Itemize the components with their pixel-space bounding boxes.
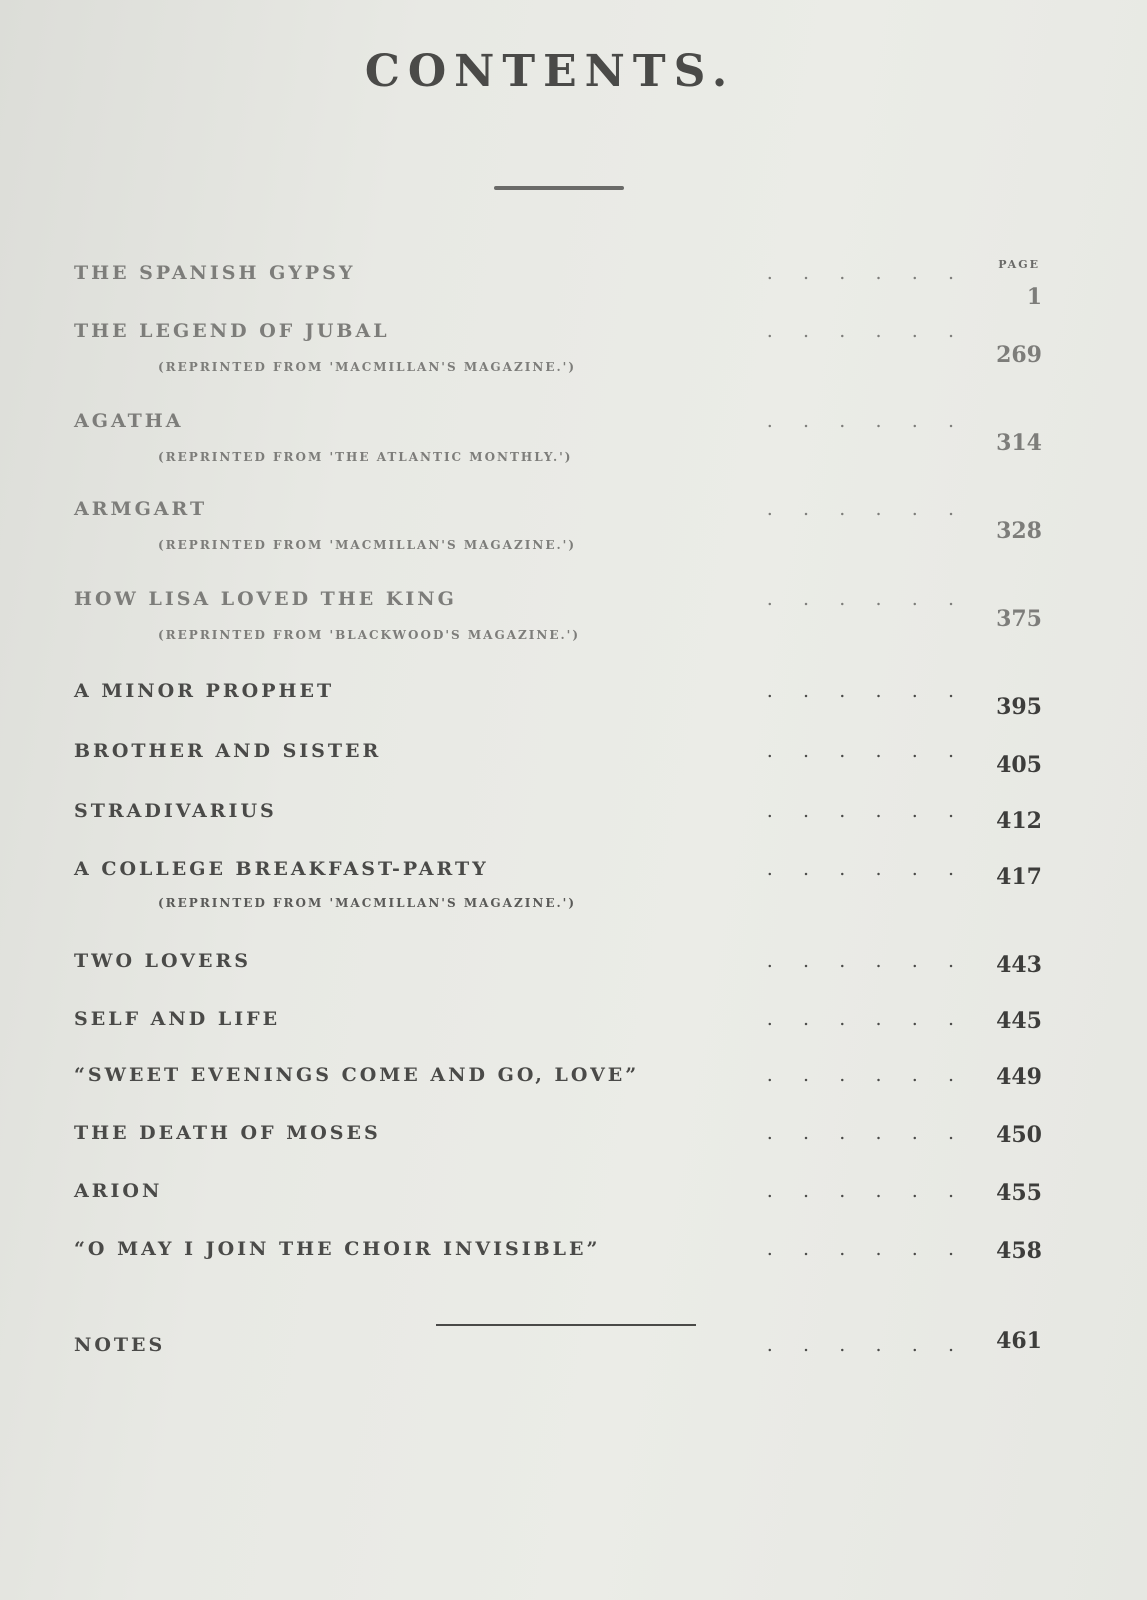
- dot-leader: . . . . . .: [766, 1008, 954, 1030]
- dot-leader: . . . . . .: [766, 1238, 954, 1260]
- dot-leader: . . . . . .: [766, 320, 954, 342]
- toc-entry[interactable]: [74, 680, 1042, 720]
- toc-entry[interactable]: [74, 1064, 1042, 1094]
- entry-title: STRADIVARIUS: [74, 800, 277, 822]
- entry-note: (REPRINTED FROM 'MACMILLAN'S MAGAZINE.'): [158, 360, 576, 374]
- entry-title: ARMGART: [74, 498, 208, 520]
- entry-title: A COLLEGE BREAKFAST-PARTY: [74, 858, 489, 880]
- entry-page-number: 395: [996, 694, 1042, 720]
- toc-entry[interactable]: [74, 410, 1042, 464]
- dot-leader: . . . . . .: [766, 858, 954, 880]
- entry-page-number: 458: [996, 1238, 1042, 1264]
- dot-leader: . . . . . .: [766, 740, 954, 762]
- dot-leader: . . . . . .: [766, 950, 954, 972]
- toc-entry[interactable]: [74, 1122, 1042, 1152]
- entry-title: TWO LOVERS: [74, 950, 251, 972]
- dot-leader: . . . . . .: [766, 1334, 954, 1356]
- entry-page-number: 445: [996, 1008, 1042, 1034]
- dot-leader: . . . . . .: [766, 410, 954, 432]
- entry-title: BROTHER AND SISTER: [74, 740, 382, 762]
- entry-title: ARION: [74, 1180, 163, 1202]
- dot-leader: . . . . . .: [766, 1064, 954, 1086]
- entry-note: (REPRINTED FROM 'BLACKWOOD'S MAGAZINE.'): [158, 628, 581, 642]
- entry-title: THE LEGEND OF JUBAL: [74, 320, 390, 342]
- toc-entry[interactable]: [74, 588, 1042, 642]
- toc-entry-notes[interactable]: [74, 1328, 1042, 1364]
- title-divider: [494, 186, 624, 190]
- entry-page-number: 405: [996, 752, 1042, 778]
- entry-title: NOTES: [74, 1334, 166, 1356]
- dot-leader: . . . . . .: [766, 680, 954, 702]
- entry-page-number: 455: [996, 1180, 1042, 1206]
- entry-page-number: 412: [996, 808, 1042, 834]
- dot-leader: . . . . . .: [766, 1180, 954, 1202]
- dot-leader: . . . . . .: [766, 262, 954, 284]
- entry-page-number: 328: [996, 518, 1042, 544]
- entry-page-number: 443: [996, 952, 1042, 978]
- entry-page-number: 375: [996, 606, 1042, 632]
- toc-entry[interactable]: [74, 262, 1042, 310]
- entry-page-number: 461: [996, 1328, 1042, 1354]
- entry-title: AGATHA: [74, 410, 184, 432]
- dot-leader: . . . . . .: [766, 1122, 954, 1144]
- entry-page-number: 417: [996, 864, 1042, 890]
- entry-note: (REPRINTED FROM 'MACMILLAN'S MAGAZINE.'): [158, 538, 576, 552]
- entry-title: “O MAY I JOIN THE CHOIR INVISIBLE”: [74, 1238, 601, 1260]
- toc-entry[interactable]: [74, 800, 1042, 834]
- entry-title: HOW LISA LOVED THE KING: [74, 588, 457, 610]
- toc-entry[interactable]: [74, 740, 1042, 778]
- toc-entry[interactable]: [74, 498, 1042, 552]
- dot-leader: . . . . . .: [766, 498, 954, 520]
- entry-title: “SWEET EVENINGS COME AND GO, LOVE”: [74, 1064, 640, 1086]
- section-divider: [436, 1324, 696, 1326]
- entry-page-number: 449: [996, 1064, 1042, 1090]
- page-column-label: PAGE: [998, 258, 1040, 271]
- entry-note: (REPRINTED FROM 'THE ATLANTIC MONTHLY.'): [158, 450, 573, 464]
- entry-page-number: 314: [996, 430, 1042, 456]
- entry-page-number: 269: [996, 342, 1042, 368]
- entry-page-number: 1: [1026, 284, 1042, 310]
- toc-entry[interactable]: [74, 1180, 1042, 1210]
- toc-entry[interactable]: [74, 1008, 1042, 1038]
- dot-leader: . . . . . .: [766, 800, 954, 822]
- toc-entry[interactable]: [74, 950, 1042, 980]
- entry-title: THE DEATH OF MOSES: [74, 1122, 381, 1144]
- toc-entry[interactable]: [74, 320, 1042, 374]
- entry-title: A MINOR PROPHET: [74, 680, 335, 702]
- entry-note: (REPRINTED FROM 'MACMILLAN'S MAGAZINE.'): [158, 896, 576, 910]
- entry-title: THE SPANISH GYPSY: [74, 262, 356, 284]
- toc-entry[interactable]: [74, 1238, 1042, 1268]
- page-title: CONTENTS.: [364, 46, 736, 97]
- toc-entry[interactable]: [74, 858, 1042, 910]
- entry-title: SELF AND LIFE: [74, 1008, 281, 1030]
- entry-page-number: 450: [996, 1122, 1042, 1148]
- dot-leader: . . . . . .: [766, 588, 954, 610]
